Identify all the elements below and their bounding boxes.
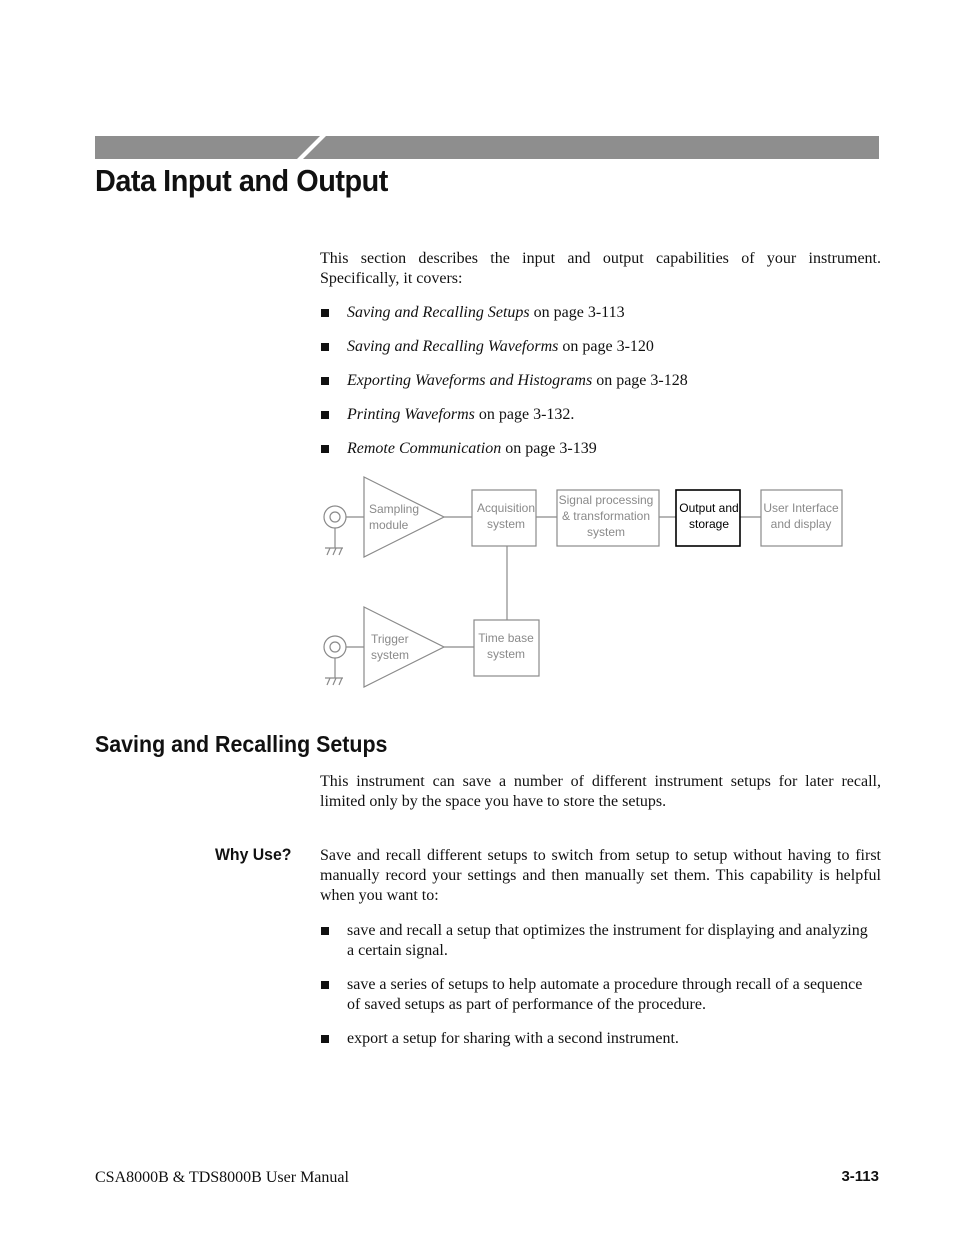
bullet-icon bbox=[321, 411, 329, 419]
topic-link[interactable]: Saving and Recalling Waveforms bbox=[347, 338, 559, 355]
bullet-icon bbox=[321, 981, 329, 989]
diagram-label: Time base bbox=[478, 631, 534, 645]
connector-icon bbox=[324, 636, 346, 658]
trigger-system-block bbox=[364, 607, 444, 687]
topic-item[interactable] bbox=[320, 337, 688, 371]
page-ref: on page 3-120 bbox=[558, 338, 654, 355]
diagram-label: system bbox=[371, 648, 410, 662]
bullet-icon bbox=[321, 377, 329, 385]
system-block-diagram bbox=[310, 472, 850, 694]
page-ref: on page 3-113 bbox=[529, 304, 625, 321]
diagram-label: User Interface bbox=[763, 501, 839, 515]
bullet-icon bbox=[321, 445, 329, 453]
bullet-icon bbox=[321, 1035, 329, 1043]
diagram-label: system bbox=[486, 517, 526, 531]
bullet-icon bbox=[321, 343, 329, 351]
diagram-label: and display bbox=[770, 517, 832, 531]
list-item bbox=[320, 975, 877, 1015]
diagram-label-active: storage bbox=[688, 517, 730, 531]
sampling-module-block bbox=[364, 477, 444, 557]
diagram-label: system bbox=[486, 647, 526, 661]
list-item-text: export a setup for sharing with a second instrument. bbox=[347, 1030, 679, 1047]
list-item bbox=[320, 1029, 877, 1049]
topic-item[interactable] bbox=[320, 439, 688, 473]
footer-page-number: 3-113 bbox=[841, 1168, 879, 1185]
diagram-label: module bbox=[369, 518, 409, 532]
diagram-label: Sampling bbox=[369, 502, 420, 516]
topic-link[interactable]: Exporting Waveforms and Histograms bbox=[347, 372, 593, 389]
topic-item[interactable] bbox=[320, 303, 688, 337]
why-use-list bbox=[320, 921, 877, 1063]
footer-manual-title: CSA8000B & TDS8000B User Manual bbox=[95, 1169, 349, 1186]
diagram-label: Trigger bbox=[371, 632, 409, 646]
topic-link[interactable]: Saving and Recalling Setups bbox=[347, 304, 530, 321]
section-intro: This instrument can save a number of different instrument setups for later recall, limited only by the space you have to store the setups. bbox=[320, 773, 881, 810]
diagram-label: system bbox=[586, 525, 626, 539]
topic-item[interactable] bbox=[320, 405, 688, 439]
topic-link[interactable]: Printing Waveforms bbox=[347, 406, 475, 423]
diagram-label: Acquisition bbox=[476, 501, 536, 515]
diagram-label: Signal processing bbox=[558, 493, 654, 507]
diagram-label-active: Output and bbox=[679, 501, 739, 515]
why-use-heading: Why Use? bbox=[215, 845, 292, 864]
section-title: Saving and Recalling Setups bbox=[95, 731, 388, 757]
topic-item[interactable] bbox=[320, 371, 688, 405]
why-use-paragraph: Save and recall different setups to switch from setup to setup without having to first manually record your settings and then manually set them. This capability is helpful when you want to: bbox=[320, 847, 881, 904]
diagram-label: & transformation bbox=[561, 509, 651, 523]
page-ref: on page 3-128 bbox=[592, 372, 688, 389]
list-item-text: save a series of setups to help automate a procedure through recall of a sequence of saved setups as part of performance of the procedure. bbox=[347, 976, 863, 1013]
page-ref: on page 3-132. bbox=[474, 406, 575, 423]
chapter-title: Data Input and Output bbox=[95, 163, 388, 198]
list-item bbox=[320, 921, 877, 961]
bullet-icon bbox=[321, 309, 329, 317]
chapter-header-bar bbox=[95, 136, 879, 159]
list-item-text: save and recall a setup that optimizes the instrument for displaying and analyzing a certain signal. bbox=[347, 922, 868, 959]
topic-list bbox=[320, 303, 688, 473]
bullet-icon bbox=[321, 927, 329, 935]
topic-link[interactable]: Remote Communication bbox=[347, 440, 502, 457]
page-ref: on page 3-139 bbox=[501, 440, 597, 457]
intro-paragraph: This section describes the input and output capabilities of your instrument. Specifically, it covers: bbox=[320, 250, 881, 287]
connector-icon bbox=[324, 506, 346, 528]
